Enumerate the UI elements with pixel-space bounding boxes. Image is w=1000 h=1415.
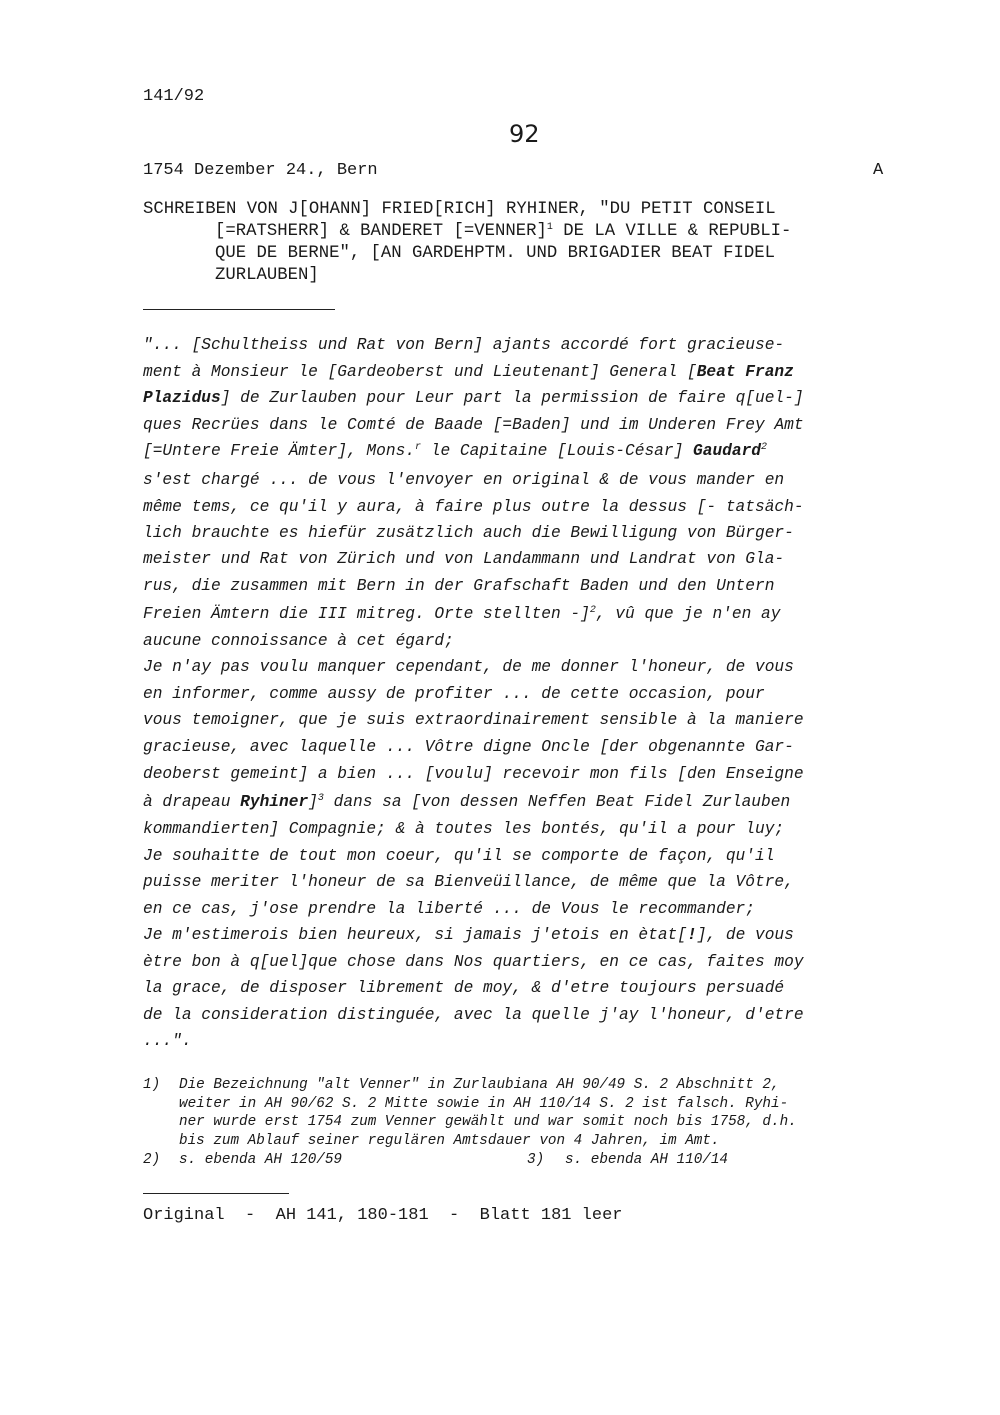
body-text: Freien Ämtern die III mitreg. Orte stellten -]: [143, 605, 590, 623]
body-line: [143, 363, 794, 381]
title-line-2: [215, 221, 791, 243]
body-text: à drapeau: [143, 793, 241, 811]
body-line: [143, 605, 780, 623]
body-text: [=Untere Freie Ämter], Mons.: [143, 442, 415, 460]
body-line: [143, 442, 767, 460]
body-line: Je souhaitte de tout mon coeur, qu'il se comporte de façon, qu'il: [143, 847, 775, 865]
footnote-2-text: s. ebenda AH 120/59: [179, 1152, 343, 1168]
body-line: vous temoigner, que je suis extraordinairement sensible à la maniere: [143, 711, 804, 729]
body-text: Je m'estimerois bien heureux, si jamais j'etois en ètat[: [143, 926, 687, 944]
title-line-3: QUE DE BERNE", [AN GARDEHPTM. UND BRIGADIER BEAT FIDEL: [215, 244, 776, 263]
body-line: Je n'ay pas voulu manquer cependant, de me donner l'honeur, de vous: [143, 658, 794, 676]
footnote-1-line: Die Bezeichnung "alt Venner" in Zurlaubiana AH 90/49 S. 2 Abschnitt 2,: [179, 1077, 780, 1093]
document-number: 92: [509, 120, 540, 148]
body-line: meister und Rat von Zürich und von Landammann und Landrat von Gla-: [143, 550, 785, 568]
body-line: s'est chargé ... de vous l'envoyer en original & de vous mander en: [143, 471, 785, 489]
body-text: ] de Zurlauben pour Leur part la permission de faire q[uel-]: [220, 389, 804, 407]
body-line: [143, 926, 794, 944]
footnote-2-number: 2): [143, 1152, 161, 1168]
body-line: aucune connoissance à cet égard;: [143, 632, 454, 650]
footnote-ref-2: 2: [589, 605, 596, 616]
name-beat-franz: Beat Franz: [696, 363, 794, 381]
footnote-1-line: weiter in AH 90/62 S. 2 Mitte sowie in AH 110/14 S. 2 ist falsch. Ryhi-: [179, 1096, 789, 1112]
name-gaudard: Gaudard: [693, 442, 762, 460]
body-line: lich brauchte es hiefür zusätzlich auch die Bewilligung von Bürger-: [143, 524, 794, 542]
superscript-r: r: [415, 442, 422, 453]
body-line: rus, die zusammen mit Bern in der Grafschaft Baden und den Untern: [143, 577, 775, 595]
footnote-ref-3: 3: [317, 793, 324, 804]
body-line: même tems, ce qu'il y aura, à faire plus outre la dessus [- tatsäch-: [143, 498, 804, 516]
footnote-3-number: 3): [527, 1152, 545, 1168]
title-line-2a: [=RATSHERR] & BANDERET [=VENNER]: [215, 222, 547, 241]
body-text: le Capitaine [Louis-César]: [421, 442, 694, 460]
body-line: deoberst gemeint] a bien ... [voulu] recevoir mon fils [den Enseigne: [143, 765, 804, 783]
document-type-marker: A: [873, 161, 884, 180]
title-line-2b: DE LA VILLE & REPUBLI-: [552, 222, 792, 241]
body-line: de la consideration distinguée, avec la quelle j'ay l'honeur, d'etre: [143, 1006, 804, 1024]
body-text: dans sa [von dessen Neffen Beat Fidel Zurlauben: [323, 793, 791, 811]
body-line: ques Recrües dans le Comté de Baade [=Baden] und im Underen Frey Amt: [143, 416, 804, 434]
body-line: kommandierten] Compagnie; & à toutes les bontés, qu'il a pour luy;: [143, 820, 785, 838]
date-place: 1754 Dezember 24., Bern: [143, 161, 378, 180]
body-text: , vû que je n'en ay: [595, 605, 781, 623]
body-line: puisse meriter l'honeur de sa Bienveüillance, de même que la Vôtre,: [143, 873, 794, 891]
footnote-1-number: 1): [143, 1077, 161, 1093]
name-plazidus: Plazidus: [143, 389, 221, 407]
body-line: la grace, de disposer librement de moy, & d'etre toujours persuadé: [143, 979, 785, 997]
source-note: Original - AH 141, 180-181 - Blatt 181 leer: [143, 1206, 623, 1225]
title-line-4: ZURLAUBEN]: [215, 266, 319, 285]
body-text: ]: [308, 793, 318, 811]
footnote-ref-2: 2: [761, 442, 768, 453]
body-line: en ce cas, j'ose prendre la liberté ... de Vous le recommander;: [143, 900, 755, 918]
body-line: [143, 793, 790, 811]
body-line: [143, 389, 804, 407]
footnote-1-line: ner wurde erst 1754 zum Venner gewählt und war somit noch bis 1758, d.h.: [179, 1114, 797, 1130]
body-text: ], de vous: [696, 926, 794, 944]
name-ryhiner: Ryhiner: [240, 793, 309, 811]
title-line-1: SCHREIBEN VON J[OHANN] FRIED[RICH] RYHINER, "DU PETIT CONSEIL: [143, 200, 776, 219]
title-divider: [143, 309, 335, 310]
footnote-1-line: bis zum Ablauf seiner regulären Amtsdauer von 4 Jahren, im Amt.: [179, 1133, 720, 1149]
body-line: "... [Schultheiss und Rat von Bern] ajants accordé fort gracieuse-: [143, 336, 785, 354]
body-line: ètre bon à q[uel]que chose dans Nos quartiers, en ce cas, faites moy: [143, 953, 804, 971]
footnote-3-text: s. ebenda AH 110/14: [565, 1152, 729, 1168]
footnote-ref-1: 1: [546, 222, 553, 233]
body-line: en informer, comme aussy de profiter ... de cette occasion, pour: [143, 685, 765, 703]
body-line: gracieuse, avec laquelle ... Vôtre digne Oncle [der obgenannte Gar-: [143, 738, 794, 756]
body-text: ment à Monsieur le [Gardeoberst und Lieutenant] General [: [143, 363, 697, 381]
body-line: ...".: [143, 1032, 192, 1050]
sic-mark: !: [687, 926, 697, 944]
footer-divider: [143, 1193, 289, 1194]
archive-reference: 141/92: [143, 87, 205, 106]
